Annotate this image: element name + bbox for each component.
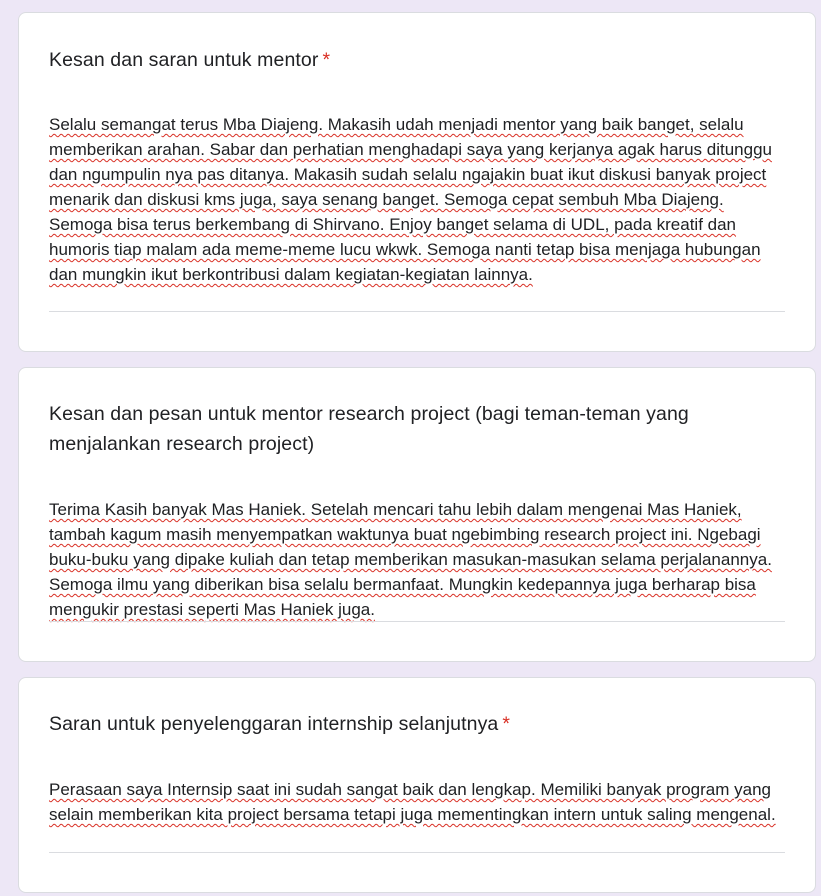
question-card-3 <box>18 677 816 893</box>
question-title-text: Saran untuk penyelenggaran internship selanjutnya <box>49 713 499 735</box>
question-title-1 <box>49 45 775 75</box>
question-title-text: Kesan dan saran untuk mentor <box>49 49 319 71</box>
required-asterisk: * <box>322 49 331 71</box>
question-card-2 <box>18 367 816 662</box>
answer-textarea-2[interactable] <box>49 497 785 622</box>
required-asterisk: * <box>502 713 511 735</box>
answer-textarea-3[interactable] <box>49 777 785 827</box>
question-title-2 <box>49 399 775 459</box>
answer-underline-2 <box>49 621 785 622</box>
answer-underline-3 <box>49 852 785 853</box>
answer-text: Selalu semangat terus Mba Diajeng. Makasih udah menjadi mentor yang baik banget, selalu memberikan arahan. Sabar dan perhatian menghadapi saya yang kerjanya agak harus ditunggu dan ngumpulin nya pas ditanya. Makasih sudah selalu ngajakin buat ikut diskusi banyak project menarik dan diskusi kms juga, saya senang banget. Semoga cepat sembuh Mba Diajeng. Semoga bisa terus berkembang di Shirvano. Enjoy banget selama di UDL, pada kreatif dan humoris tiap malam ada meme-meme lucu wkwk. Semoga nanti tetap bisa menjaga hubungan dan mungkin ikut berkontribusi dalam kegiatan-kegiatan lainnya. <box>49 115 772 284</box>
answer-text: Perasaan saya Internsip saat ini sudah sangat baik dan lengkap. Memiliki banyak program yang selain memberikan kita project bersama tetapi juga mementingkan intern untuk saling mengenal. <box>49 780 776 824</box>
answer-underline-1 <box>49 311 785 312</box>
question-title-3 <box>49 709 775 739</box>
question-card-1 <box>18 12 816 352</box>
question-title-text: Kesan dan pesan untuk mentor research project (bagi teman-teman yang menjalankan research project) <box>49 403 689 455</box>
answer-textarea-1[interactable] <box>49 112 785 287</box>
answer-text: Terima Kasih banyak Mas Haniek. Setelah mencari tahu lebih dalam mengenai Mas Haniek, tambah kagum masih menyempatkan waktunya buat ngebimbing research project ini. Ngebagi buku-buku yang dipake kuliah dan tetap memberikan masukan-masukan selama perjalanannya. Semoga ilmu yang diberikan bisa selalu bermanfaat. Mungkin kedepannya juga berharap bisa mengukir prestasi seperti Mas Haniek juga. <box>49 500 772 619</box>
